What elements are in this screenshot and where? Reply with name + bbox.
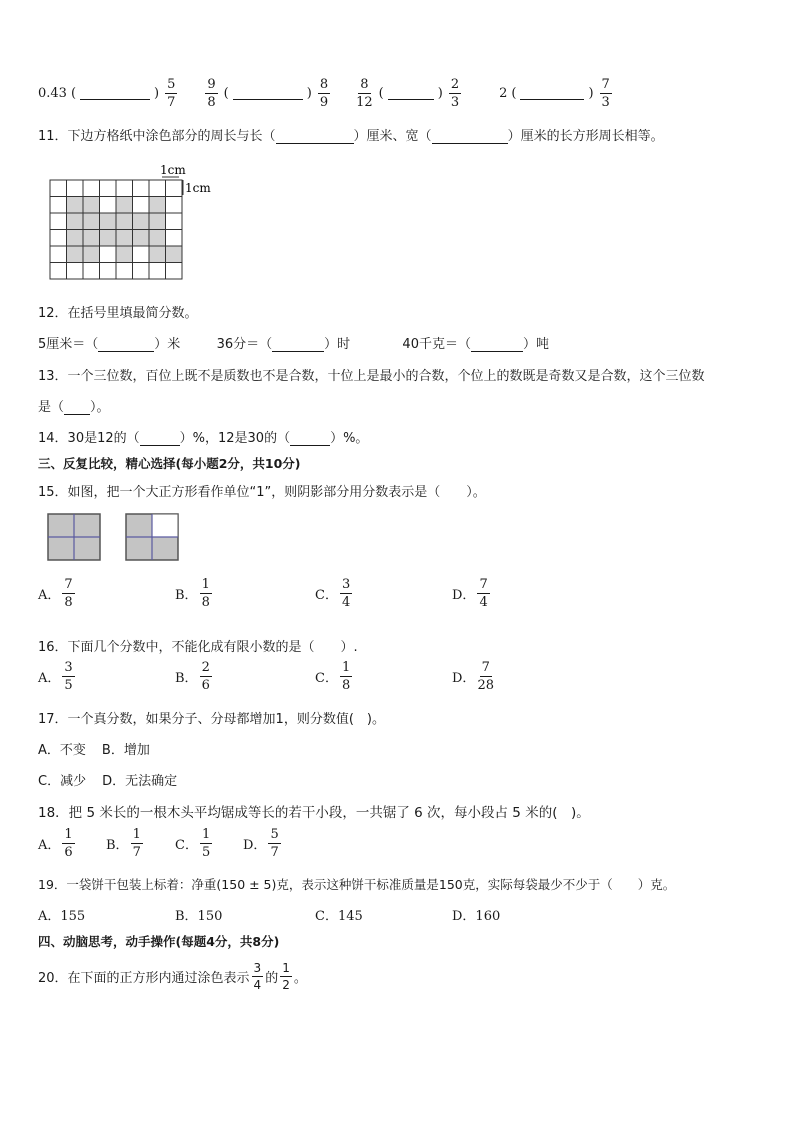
unit-label-horizontal: 1cm xyxy=(160,163,186,177)
grid-cell xyxy=(100,263,117,280)
grid-cell xyxy=(166,197,183,214)
grid-cell-shaded xyxy=(83,246,100,263)
q15-square-2-blank-quarter xyxy=(152,514,178,537)
option-c[interactable]: C． $\frac{1}{8}$ xyxy=(315,660,351,693)
grid-cell-shaded xyxy=(133,213,150,230)
q13-line1: 13．一个三位数，百位上既不是质数也不是合数，十位上是最小的合数，个位上的数既是奇数又是合数，这个三位数 xyxy=(38,369,705,384)
answer-blank[interactable] xyxy=(388,87,434,100)
grid-cell-shaded xyxy=(116,230,133,247)
option-b[interactable]: B． $\frac{1}{7}$ xyxy=(106,827,141,860)
option-b[interactable]: B．增加 xyxy=(101,743,150,758)
fraction: $\frac{8}{12}$ xyxy=(356,77,373,110)
q18-text: 18．把 5 米长的一根木头平均锯成等长的若干小段，一共锯了 6 次，每小段占 5 米的( )。 xyxy=(38,805,590,821)
option-c[interactable]: C． $\frac{3}{4}$ xyxy=(315,577,351,610)
answer-blank[interactable] xyxy=(233,87,303,100)
option-d[interactable]: D． $\frac{5}{7}$ xyxy=(243,827,279,860)
fraction: $\frac{9}{8}$ xyxy=(207,77,216,110)
grid-cell xyxy=(50,246,67,263)
grid-cell xyxy=(50,197,67,214)
grid-cell xyxy=(50,230,67,247)
grid-cell-shaded xyxy=(100,213,117,230)
unit-label-vertical: 1cm xyxy=(185,181,211,195)
grid-cell xyxy=(100,197,117,214)
q17-text: 17．一个真分数，如果分子、分母都增加1，则分数值( )。 xyxy=(38,712,385,727)
option-a[interactable]: A．155 xyxy=(38,909,86,924)
grid-cell-shaded xyxy=(100,230,117,247)
q17-options-row2 xyxy=(38,770,177,789)
q10-row: 0.43 ( ) $\frac{5}{7}$ $\frac{9}{8}$ ( ) $\frac{8}{9}$ $\frac{8}{12}$ ( ) $\frac{2}{3}$ 2 ( ) $\frac{7}{3}$ xyxy=(38,77,610,110)
q11-grid-figure xyxy=(48,160,228,280)
grid-cell xyxy=(133,263,150,280)
q17-options-row1 xyxy=(38,739,150,758)
grid-cell-shaded xyxy=(67,213,84,230)
grid-cell xyxy=(149,263,166,280)
grid-cell xyxy=(166,263,183,280)
option-b[interactable]: B． $\frac{2}{6}$ xyxy=(175,660,210,693)
grid-cell-shaded xyxy=(83,197,100,214)
option-c[interactable]: C． $\frac{1}{5}$ xyxy=(175,827,211,860)
answer-blank[interactable] xyxy=(64,402,90,415)
answer-blank[interactable] xyxy=(140,433,180,446)
grid-cell xyxy=(83,180,100,197)
q10-value-a: 0.43 xyxy=(38,86,67,101)
q13-line2: 是（ ）。 xyxy=(38,400,110,415)
grid-cell xyxy=(100,246,117,263)
fraction: $\frac{3}{4}$ xyxy=(253,961,262,992)
answer-blank[interactable] xyxy=(276,131,354,144)
grid-cell xyxy=(166,230,183,247)
grid-cell-shaded xyxy=(149,246,166,263)
grid-cell-shaded xyxy=(133,230,150,247)
fraction: $\frac{8}{9}$ xyxy=(319,77,329,110)
grid-cell-shaded xyxy=(83,213,100,230)
option-d[interactable]: D． $\frac{7}{4}$ xyxy=(452,577,488,610)
grid-cell-shaded xyxy=(149,230,166,247)
option-d[interactable]: D．160 xyxy=(452,909,501,924)
grid-cell-shaded xyxy=(149,213,166,230)
grid-cell xyxy=(133,246,150,263)
q12-items: 5厘米＝（ ）米 36分＝（ ）时 40千克＝（ ）吨 xyxy=(38,337,549,352)
q10-value-b: 2 xyxy=(499,86,508,101)
grid-cell-shaded xyxy=(166,246,183,263)
answer-blank[interactable] xyxy=(80,87,150,100)
grid-cell-shaded xyxy=(67,230,84,247)
grid xyxy=(50,180,182,279)
option-b[interactable]: B． $\frac{1}{8}$ xyxy=(175,577,210,610)
section-heading-3: 三、反复比较，精心选择(每小题2分，共10分) xyxy=(38,456,301,471)
grid-cell-shaded xyxy=(116,197,133,214)
q20-text: 20．在下面的正方形内通过涂色表示 $\frac{3}{4}$ 的 $\frac{1}{2}$ 。 xyxy=(38,961,307,992)
answer-blank[interactable] xyxy=(471,339,523,352)
grid-cell-shaded xyxy=(67,197,84,214)
option-c[interactable]: C．145 xyxy=(315,909,363,924)
grid-cell xyxy=(166,180,183,197)
grid-cell xyxy=(50,213,67,230)
answer-blank[interactable] xyxy=(520,87,584,100)
option-c[interactable]: C．减少 xyxy=(38,774,87,789)
grid-cell-shaded xyxy=(67,246,84,263)
fraction: $\frac{2}{3}$ xyxy=(450,77,460,110)
q16-text: 16．下面几个分数中，不能化成有限小数的是（ ）. xyxy=(38,640,358,655)
grid-cell xyxy=(50,263,67,280)
grid-cell-shaded xyxy=(149,197,166,214)
answer-blank[interactable] xyxy=(98,339,154,352)
grid-cell-shaded xyxy=(83,230,100,247)
grid-cell xyxy=(100,180,117,197)
grid-cell xyxy=(116,263,133,280)
fraction: $\frac{5}{7}$ xyxy=(167,77,176,110)
section-heading-4: 四、动脑思考，动手操作(每题4分，共8分) xyxy=(38,934,280,949)
answer-blank[interactable] xyxy=(272,339,324,352)
answer-blank[interactable] xyxy=(290,433,330,446)
grid-cell xyxy=(83,263,100,280)
q15-figure xyxy=(46,512,182,562)
grid-cell xyxy=(67,263,84,280)
q11-text: 11．下边方格纸中涂色部分的周长与长（ ）厘米、宽（ ）厘米的长方形周长相等。 xyxy=(38,129,664,144)
option-b[interactable]: B．150 xyxy=(175,909,223,924)
grid-cell-shaded xyxy=(116,213,133,230)
grid-cell xyxy=(50,180,67,197)
fraction: $\frac{1}{2}$ xyxy=(282,961,290,992)
grid-cell xyxy=(116,180,133,197)
grid-cell xyxy=(133,180,150,197)
option-a[interactable]: A． $\frac{7}{8}$ xyxy=(38,577,73,610)
option-a[interactable]: A．不变 xyxy=(38,743,86,758)
option-a[interactable]: A． $\frac{1}{6}$ xyxy=(38,827,73,860)
option-d[interactable]: D． $\frac{7}{28}$ xyxy=(452,660,494,693)
option-a[interactable]: A． $\frac{3}{5}$ xyxy=(38,660,73,693)
grid-cell xyxy=(166,213,183,230)
grid-cell xyxy=(133,197,150,214)
q15-text: 15．如图，把一个大正方形看作单位“1”，则阴影部分用分数表示是（ ）。 xyxy=(38,485,486,500)
q19-text: 19．一袋饼干包装上标着：净重(150 ± 5)克，表示这种饼干标准质量是150克，实际每袋最少不少于（ ）克。 xyxy=(38,877,676,892)
q12-title: 12．在括号里填最简分数。 xyxy=(38,306,198,321)
q14-text: 14．30是12的（ ）%，12是30的（ ）%。 xyxy=(38,431,369,446)
option-d[interactable]: D．无法确定 xyxy=(102,774,178,789)
grid-cell xyxy=(67,180,84,197)
answer-blank[interactable] xyxy=(432,131,508,144)
fraction: $\frac{7}{3}$ xyxy=(601,77,610,110)
grid-cell xyxy=(149,180,166,197)
grid-cell-shaded xyxy=(116,246,133,263)
